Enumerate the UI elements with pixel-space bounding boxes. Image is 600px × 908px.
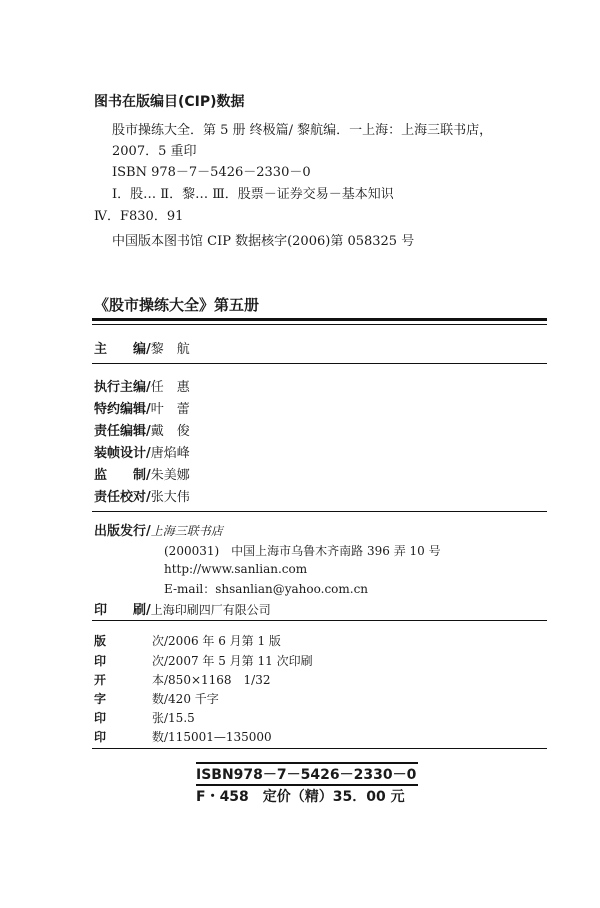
spec-format bbox=[94, 671, 271, 688]
cip-class-number: Ⅳ．F830．91 bbox=[94, 209, 184, 224]
spec-label: 印 bbox=[94, 654, 107, 668]
credit-special-editor bbox=[94, 398, 190, 417]
credit-exec-editor bbox=[94, 376, 190, 395]
specs-rule bbox=[92, 748, 547, 749]
publisher-label: 出版发行/ bbox=[94, 524, 151, 539]
credit-label: 责任校对/ bbox=[94, 490, 151, 505]
printer-rule bbox=[92, 620, 547, 621]
credit-value: 朱美娜 bbox=[150, 468, 190, 483]
credit-supervise bbox=[94, 464, 190, 483]
spec-word-count bbox=[94, 690, 219, 707]
spec-sep: 张/ bbox=[152, 711, 169, 725]
printer-label: 印 刷/ bbox=[94, 603, 151, 618]
publisher-name: 上海三联书店 bbox=[150, 524, 223, 538]
spec-value: 2006 年 6 月第 1 版 bbox=[168, 634, 281, 648]
credit-chief-editor bbox=[94, 338, 190, 357]
cip-classification: Ⅰ．股… Ⅱ．黎… Ⅲ．股票－证券交易－基本知识 bbox=[112, 187, 394, 202]
spec-value: 420 千字 bbox=[168, 692, 219, 706]
credit-label: 装帧设计/ bbox=[94, 446, 151, 461]
spec-printing bbox=[94, 652, 313, 669]
credit-rule bbox=[92, 363, 547, 364]
credit-design bbox=[94, 442, 190, 461]
isbn-rule-mid bbox=[196, 784, 418, 786]
credit-label: 监 制/ bbox=[94, 468, 151, 483]
credits-rule bbox=[92, 511, 547, 512]
credit-resp-editor bbox=[94, 420, 190, 439]
price-text: F・458 定价（精）35．00 元 bbox=[196, 789, 405, 805]
spec-label: 字 bbox=[94, 692, 107, 706]
publisher-address: (200031) 中国上海市乌鲁木齐南路 396 弄 10 号 bbox=[164, 544, 441, 558]
book-title: 《股市操练大全》第五册 bbox=[94, 296, 260, 314]
credit-label: 执行主编/ bbox=[94, 380, 151, 395]
spec-edition bbox=[94, 632, 281, 649]
credit-value: 叶 蕾 bbox=[150, 402, 190, 417]
spec-sheets bbox=[94, 709, 195, 726]
title-rule-thin bbox=[92, 324, 547, 325]
cip-line-1: 股市操练大全．第 5 册 终极篇/ 黎航编．一上海：上海三联书店， bbox=[112, 123, 493, 138]
printer-value: 上海印刷四厂有限公司 bbox=[150, 603, 271, 617]
credit-label: 特约编辑/ bbox=[94, 402, 151, 417]
spec-value: 15.5 bbox=[168, 711, 195, 725]
credit-label: 责任编辑/ bbox=[94, 424, 151, 439]
spec-print-run bbox=[94, 728, 272, 745]
credit-value: 张大伟 bbox=[150, 490, 190, 505]
credit-value: 任 惠 bbox=[150, 380, 190, 395]
cip-isbn: ISBN 978－7－5426－2330－0 bbox=[112, 165, 311, 180]
spec-value: 2007 年 5 月第 11 次印刷 bbox=[168, 654, 313, 668]
spec-label: 开 bbox=[94, 673, 107, 687]
spec-sep: 数/ bbox=[152, 692, 169, 706]
cip-line-2: 2007．5 重印 bbox=[112, 144, 197, 159]
publisher-email: E-mail：shsanlian@yahoo.com.cn bbox=[164, 582, 369, 596]
credit-value: 黎 航 bbox=[150, 342, 190, 357]
spec-value: 850×1168 1/32 bbox=[168, 673, 271, 687]
credit-value: 戴 俊 bbox=[150, 424, 190, 439]
credit-proofreader bbox=[94, 486, 190, 505]
spec-label: 版 bbox=[94, 634, 107, 648]
publisher-row bbox=[94, 520, 223, 539]
publisher-website: http://www.sanlian.com bbox=[164, 562, 308, 576]
credit-label: 主 编/ bbox=[94, 342, 151, 357]
cip-data-number: 中国版本图书馆 CIP 数据核字(2006)第 058325 号 bbox=[112, 234, 415, 249]
spec-sep: 数/ bbox=[152, 730, 169, 744]
title-rule-thick bbox=[92, 318, 547, 321]
cip-title: 图书在版编目(CIP)数据 bbox=[94, 94, 245, 110]
isbn-price-block bbox=[196, 764, 416, 808]
spec-sep: 次/ bbox=[152, 654, 169, 668]
credit-value: 唐焰峰 bbox=[150, 446, 190, 461]
isbn-barcode-text: ISBN978－7－5426－2330－0 bbox=[196, 767, 417, 783]
spec-label: 印 bbox=[94, 730, 107, 744]
spec-sep: 本/ bbox=[152, 673, 169, 687]
spec-sep: 次/ bbox=[152, 634, 169, 648]
printer-row bbox=[94, 599, 271, 618]
spec-value: 115001—135000 bbox=[168, 730, 272, 744]
spec-label: 印 bbox=[94, 711, 107, 725]
